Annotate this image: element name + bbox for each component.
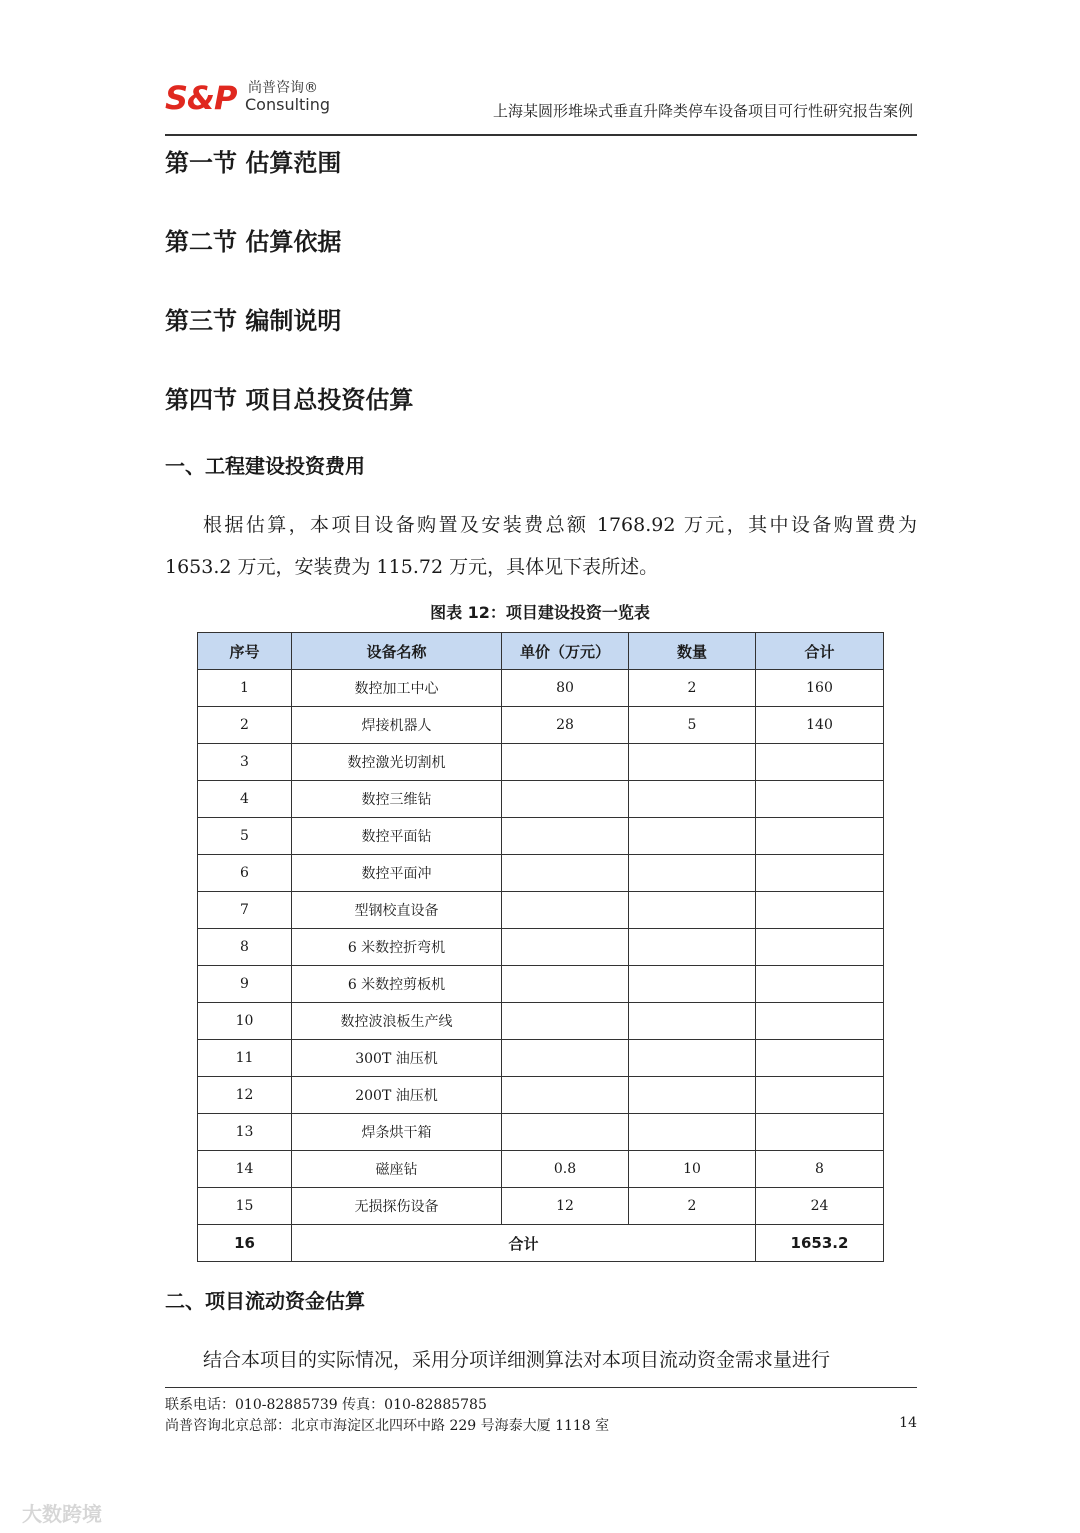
cell-quantity xyxy=(629,818,756,855)
table-row xyxy=(198,1040,884,1077)
cell-no: 3 xyxy=(198,744,292,781)
section-heading-2: 第二节 估算依据 xyxy=(165,228,342,256)
cell-total: 140 xyxy=(756,707,884,744)
cell-total xyxy=(756,929,884,966)
cell-quantity xyxy=(629,929,756,966)
cell-name: 磁座钻 xyxy=(292,1151,502,1188)
cell-unit-price xyxy=(502,1114,629,1151)
cell-name: 数控平面冲 xyxy=(292,855,502,892)
total-label: 合计 xyxy=(292,1225,756,1262)
cell-total xyxy=(756,818,884,855)
investment-table xyxy=(197,632,884,1262)
table-row xyxy=(198,1114,884,1151)
cell-no: 4 xyxy=(198,781,292,818)
col-header-total: 合计 xyxy=(756,633,884,670)
cell-total: 8 xyxy=(756,1151,884,1188)
page-header xyxy=(165,78,917,136)
footer-contact: 联系电话：010-82885739 传真：010-82885785 xyxy=(165,1397,487,1413)
cell-unit-price xyxy=(502,818,629,855)
cell-name: 焊接机器人 xyxy=(292,707,502,744)
logo-english-name: Consulting xyxy=(245,95,331,114)
cell-no: 9 xyxy=(198,966,292,1003)
cell-quantity: 5 xyxy=(629,707,756,744)
cell-no: 12 xyxy=(198,1077,292,1114)
cell-unit-price xyxy=(502,1077,629,1114)
table-row xyxy=(198,670,884,707)
cell-total: 160 xyxy=(756,670,884,707)
cell-total: 24 xyxy=(756,1188,884,1225)
cell-quantity xyxy=(629,781,756,818)
cell-name: 300T 油压机 xyxy=(292,1040,502,1077)
table-row xyxy=(198,855,884,892)
cell-unit-price xyxy=(502,781,629,818)
cell-unit-price xyxy=(502,855,629,892)
paragraph-investment-summary xyxy=(165,504,917,588)
cell-unit-price xyxy=(502,1003,629,1040)
cell-no: 11 xyxy=(198,1040,292,1077)
total-value: 1653.2 xyxy=(756,1225,884,1262)
subheading-working-capital: 二、项目流动资金估算 xyxy=(165,1289,365,1313)
cell-no: 8 xyxy=(198,929,292,966)
cell-total xyxy=(756,744,884,781)
table-row xyxy=(198,744,884,781)
cell-no: 1 xyxy=(198,670,292,707)
section-heading-1: 第一节 估算范围 xyxy=(165,149,342,177)
table-row xyxy=(198,929,884,966)
cell-name: 数控三维钻 xyxy=(292,781,502,818)
table-row xyxy=(198,966,884,1003)
cell-unit-price: 0.8 xyxy=(502,1151,629,1188)
paragraph-working-capital xyxy=(165,1339,917,1381)
cell-quantity xyxy=(629,1114,756,1151)
cell-name: 型钢校直设备 xyxy=(292,892,502,929)
cell-name: 数控激光切割机 xyxy=(292,744,502,781)
table-row xyxy=(198,1188,884,1225)
cell-name: 200T 油压机 xyxy=(292,1077,502,1114)
table-header-row xyxy=(198,633,884,670)
cell-unit-price xyxy=(502,1040,629,1077)
cell-unit-price xyxy=(502,744,629,781)
table-row xyxy=(198,1151,884,1188)
table-row xyxy=(198,707,884,744)
table-row xyxy=(198,1003,884,1040)
section-heading-4: 第四节 项目总投资估算 xyxy=(165,386,414,414)
cell-no: 6 xyxy=(198,855,292,892)
cell-quantity xyxy=(629,1040,756,1077)
cell-no: 10 xyxy=(198,1003,292,1040)
cell-quantity: 2 xyxy=(629,670,756,707)
cell-quantity xyxy=(629,966,756,1003)
cell-unit-price: 28 xyxy=(502,707,629,744)
cell-no: 2 xyxy=(198,707,292,744)
cell-no: 13 xyxy=(198,1114,292,1151)
cell-name: 6 米数控折弯机 xyxy=(292,929,502,966)
cell-total xyxy=(756,855,884,892)
paragraph-text: 结合本项目的实际情况，采用分项详细测算法对本项目流动资金需求量进行 xyxy=(203,1349,831,1371)
table-row xyxy=(198,1077,884,1114)
watermark: 大数跨境 xyxy=(22,1502,102,1526)
cell-total xyxy=(756,966,884,1003)
page-footer xyxy=(165,1387,917,1434)
footer-address: 尚普咨询北京总部：北京市海淀区北四环中路 229 号海泰大厦 1118 室 xyxy=(165,1418,610,1434)
cell-unit-price xyxy=(502,892,629,929)
cell-quantity xyxy=(629,744,756,781)
col-header-no: 序号 xyxy=(198,633,292,670)
cell-no: 14 xyxy=(198,1151,292,1188)
cell-unit-price: 12 xyxy=(502,1188,629,1225)
table-row xyxy=(198,892,884,929)
table-caption: 图表 12：项目建设投资一览表 xyxy=(430,603,650,622)
cell-unit-price: 80 xyxy=(502,670,629,707)
table-row xyxy=(198,781,884,818)
total-no: 16 xyxy=(198,1225,292,1262)
cell-quantity: 10 xyxy=(629,1151,756,1188)
table-total-row xyxy=(198,1225,884,1262)
cell-unit-price xyxy=(502,966,629,1003)
cell-unit-price xyxy=(502,929,629,966)
cell-total xyxy=(756,781,884,818)
cell-no: 5 xyxy=(198,818,292,855)
cell-no: 7 xyxy=(198,892,292,929)
logo-chinese-name: 尚普咨询® xyxy=(248,80,318,96)
logo-mark: S&P xyxy=(165,79,237,117)
page-number: 14 xyxy=(899,1415,917,1431)
section-heading-3: 第三节 编制说明 xyxy=(165,307,342,335)
cell-total xyxy=(756,1003,884,1040)
subheading-construction-investment: 一、工程建设投资费用 xyxy=(165,454,365,478)
table-row xyxy=(198,818,884,855)
cell-name: 数控波浪板生产线 xyxy=(292,1003,502,1040)
cell-quantity xyxy=(629,1077,756,1114)
cell-quantity xyxy=(629,855,756,892)
col-header-unit-price: 单价（万元） xyxy=(502,633,629,670)
cell-name: 焊条烘干箱 xyxy=(292,1114,502,1151)
report-title: 上海某圆形堆垛式垂直升降类停车设备项目可行性研究报告案例 xyxy=(492,102,913,120)
cell-total xyxy=(756,1040,884,1077)
paragraph-text: 根据估算，本项目设备购置及安装费总额 1768.92 万元，其中设备购置费为 1653.2 万元，安装费为 115.72 万元，具体见下表所述。 xyxy=(165,514,917,578)
cell-quantity xyxy=(629,1003,756,1040)
col-header-quantity: 数量 xyxy=(629,633,756,670)
cell-total xyxy=(756,1114,884,1151)
cell-name: 数控平面钻 xyxy=(292,818,502,855)
cell-name: 数控加工中心 xyxy=(292,670,502,707)
cell-name: 6 米数控剪板机 xyxy=(292,966,502,1003)
cell-total xyxy=(756,892,884,929)
cell-total xyxy=(756,1077,884,1114)
cell-name: 无损探伤设备 xyxy=(292,1188,502,1225)
col-header-name: 设备名称 xyxy=(292,633,502,670)
cell-quantity xyxy=(629,892,756,929)
cell-no: 15 xyxy=(198,1188,292,1225)
cell-quantity: 2 xyxy=(629,1188,756,1225)
